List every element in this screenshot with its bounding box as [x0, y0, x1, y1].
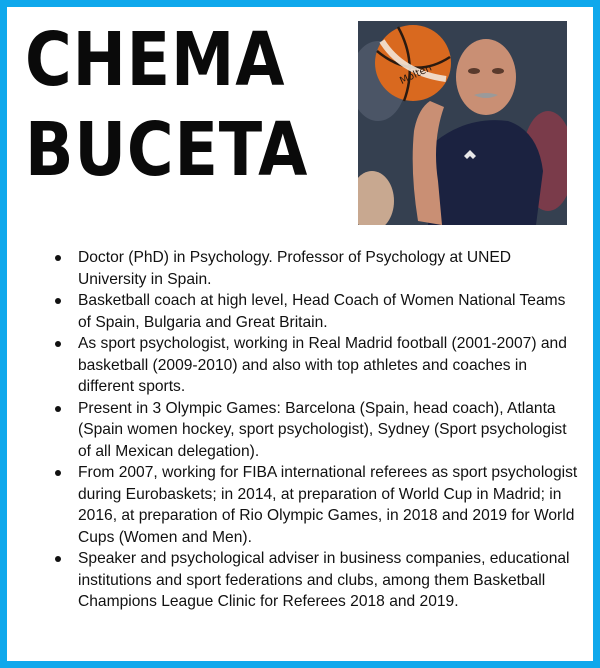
basketball-icon: [375, 25, 451, 101]
bio-item: Doctor (PhD) in Psychology. Professor of Psychology at UNED University in Spain.: [51, 247, 579, 290]
ball-brand-text: Molten: [398, 62, 434, 87]
person-name-heading: [25, 15, 309, 195]
bio-item: From 2007, working for FIBA international referees as sport psychologist during Eurobaskets; in 2014, at preparation of World Cup in Madrid; in 2016, at preparation of Rio Olympic Games, in 2018 and 2019 for World Cups (Women and Men).: [51, 462, 579, 548]
coach-illustration: [358, 21, 567, 225]
bio-item: Speaker and psychological adviser in business companies, educational institutions and sport federations and clubs, among them Basketball Champions League Clinic for Referees 2018 and 2019.: [51, 548, 579, 613]
name-first: CHEMA: [25, 17, 286, 103]
name-last: BUCETA: [25, 107, 309, 193]
bio-item: Basketball coach at high level, Head Coach of Women National Teams of Spain, Bulgaria and Great Britain.: [51, 290, 579, 333]
bio-item: Present in 3 Olympic Games: Barcelona (Spain, head coach), Atlanta (Spain women hockey, sport psychologist), Sydney (Sport psychologist of all Mexican delegation).: [51, 398, 579, 463]
coach-photo: [358, 21, 567, 225]
bio-item: As sport psychologist, working in Real Madrid football (2001-2007) and basketball (2009-2010) and also with top athletes and coaches in different sports.: [51, 333, 579, 398]
bio-list: [51, 247, 579, 613]
